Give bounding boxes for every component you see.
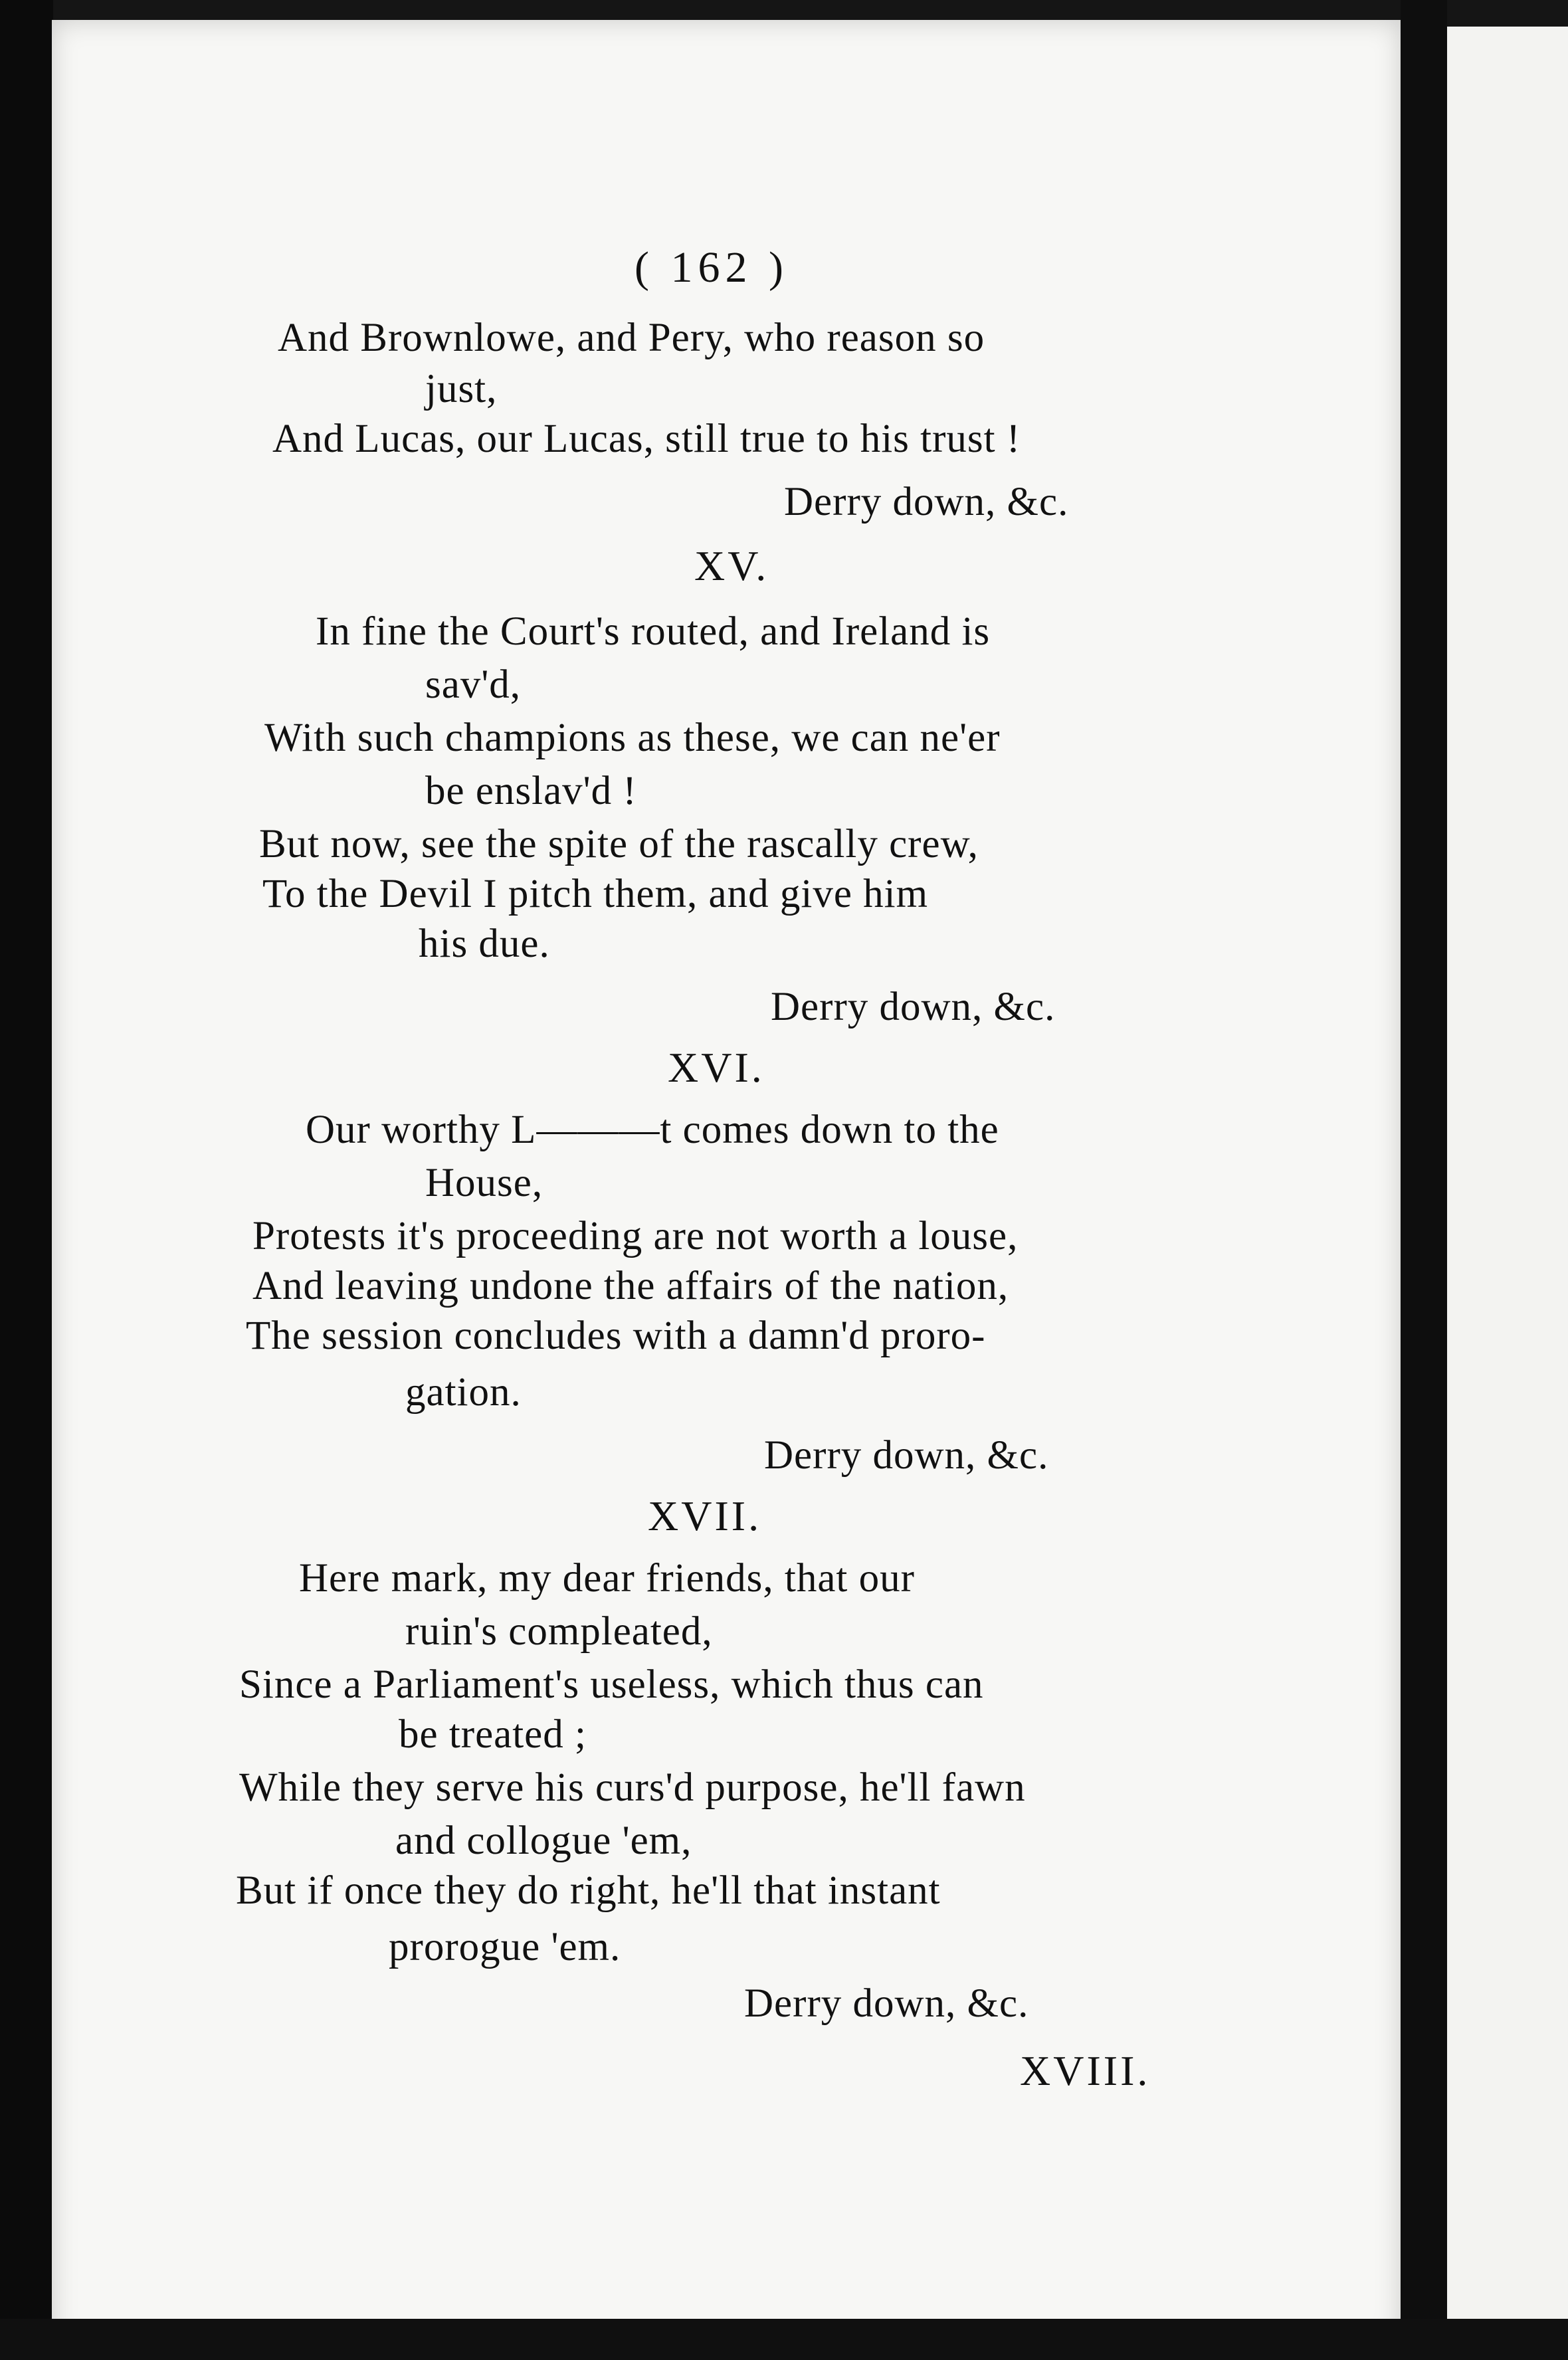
scan-margin-left bbox=[0, 0, 53, 2360]
verse-line: House, bbox=[425, 1161, 543, 1205]
refrain: Derry down, &c. bbox=[784, 480, 1069, 524]
verse-line: sav'd, bbox=[425, 662, 522, 707]
verse-line: With such champions as these, we can ne'er bbox=[264, 716, 1001, 760]
verse-line: and collogue 'em, bbox=[395, 1819, 692, 1863]
verse-line: Protests it's proceeding are not worth a louse, bbox=[252, 1214, 1019, 1258]
book-page bbox=[52, 20, 1401, 2345]
refrain: Derry down, &c. bbox=[744, 1981, 1029, 2026]
catchword: XVIII. bbox=[1020, 2047, 1151, 2094]
verse-line: But if once they do right, he'll that instant bbox=[236, 1868, 941, 1913]
verse-line: be enslav'd ! bbox=[425, 769, 637, 813]
verse-line: Our worthy L———t comes down to the bbox=[306, 1108, 999, 1152]
verse-line: But now, see the spite of the rascally crew, bbox=[259, 822, 979, 866]
page-gutter bbox=[1401, 0, 1447, 2360]
verse-line: Here mark, my dear friends, that our bbox=[299, 1556, 915, 1601]
verse-line: And Lucas, our Lucas, still true to his trust ! bbox=[272, 417, 1021, 461]
verse-line: And Brownlowe, and Pery, who reason so bbox=[278, 316, 985, 360]
verse-line: While they serve his curs'd purpose, he'll fawn bbox=[239, 1765, 1026, 1810]
verse-line: Since a Parliament's useless, which thus can bbox=[239, 1662, 984, 1707]
refrain: Derry down, &c. bbox=[764, 1433, 1049, 1478]
verse-line: In fine the Court's routed, and Ireland is bbox=[316, 609, 991, 654]
scan-margin-bottom bbox=[0, 2319, 1568, 2360]
verse-line: gation. bbox=[405, 1370, 522, 1415]
refrain: Derry down, &c. bbox=[771, 985, 1056, 1029]
stanza-number: XV. bbox=[694, 542, 769, 589]
facing-page-edge bbox=[1447, 27, 1568, 2332]
stanza-number: XVI. bbox=[668, 1044, 765, 1091]
page-number: ( 162 ) bbox=[635, 243, 789, 292]
verse-line: To the Devil I pitch them, and give him bbox=[262, 872, 929, 916]
verse-line: his due. bbox=[419, 922, 550, 966]
verse-line: ruin's compleated, bbox=[405, 1609, 713, 1654]
verse-line: just, bbox=[425, 367, 498, 411]
verse-line: be treated ; bbox=[399, 1712, 587, 1757]
verse-line: The session concludes with a damn'd proro- bbox=[246, 1314, 986, 1358]
verse-line: And leaving undone the affairs of the nation, bbox=[252, 1264, 1009, 1308]
verse-line: prorogue 'em. bbox=[389, 1925, 621, 1969]
stanza-number: XVII. bbox=[648, 1492, 762, 1539]
